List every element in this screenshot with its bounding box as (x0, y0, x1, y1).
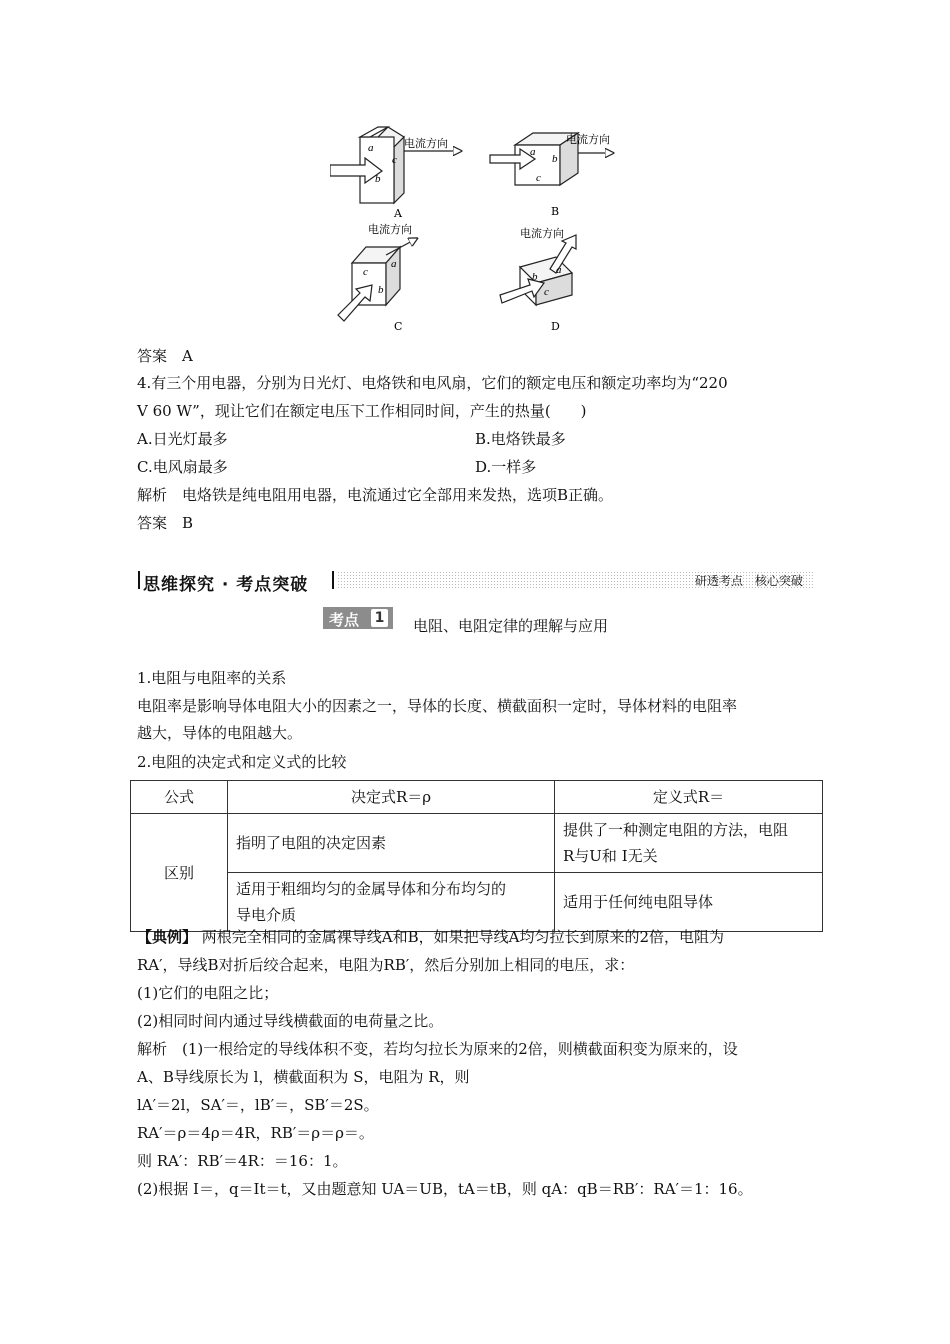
example-line-2: RA′，导线B对折后绞合起来，电阻为RB′，然后分别加上相同的电压，求： (137, 956, 635, 974)
fig-option-label-a: A (394, 207, 402, 220)
solution-line-4: RA′＝ρ＝4ρ＝4R，RB′＝ρ＝ρ＝。 (137, 1124, 374, 1142)
table-row-label: 区别 (131, 814, 228, 932)
fig-option-label-c: C (394, 320, 403, 333)
fig-d-label-current: 电流方向 (520, 227, 564, 240)
r1-define-line-2: R与U和 I无关 (563, 847, 658, 865)
figure-option-d (500, 235, 576, 305)
fig-b-face-c: c (536, 172, 541, 184)
fig-a-face-b: b (375, 173, 381, 185)
section-banner (137, 569, 813, 595)
fig-a-face-a: a (368, 142, 374, 154)
solution-line-2: A、B导线原长为 l，横截面积为 S，电阻为 R，则 (137, 1068, 470, 1086)
table-cell-r1-define (555, 814, 823, 873)
q4-option-a: A.日光灯最多 (137, 430, 228, 448)
table-header-define: 定义式R＝ (555, 781, 823, 814)
banner-subtitle: 研透考点 核心突破 (694, 574, 803, 588)
q4-option-b: B.电烙铁最多 (475, 430, 566, 448)
table-header-decide: 决定式R＝ρ (228, 781, 555, 814)
r2-decide-line-2: 导电介质 (236, 906, 297, 924)
fig-d-face-a: a (556, 264, 562, 276)
fig-b-label-current: 电流方向 (566, 133, 610, 146)
section-body-1a: 电阻率是影响导体电阻大小的因素之一，导体的长度、横截面积一定时，导体材料的电阻率 (137, 697, 738, 715)
section-heading-1: 1.电阻与电阻率的关系 (137, 669, 287, 687)
q4-option-d: D.一样多 (475, 458, 537, 476)
q4-option-c: C.电风扇最多 (137, 458, 228, 476)
table-row (131, 814, 823, 873)
q4-analysis: 解析 电烙铁是纯电阻用电器，电流通过它全部用来发热，选项B正确。 (137, 486, 614, 504)
fig-option-label-b: B (551, 205, 560, 218)
solution-line-6: (2)根据 I＝，q＝It＝t，又由题意知 UA＝UB，tA＝tB，则 qA：qB＝RB′：RA′＝1：16。 (137, 1180, 753, 1198)
fig-c-face-b: b (378, 284, 384, 296)
table-row (131, 873, 823, 932)
fig-c-face-c: c (363, 266, 368, 278)
fig-c-label-current: 电流方向 (368, 223, 412, 236)
r2-decide-line-1: 适用于粗细均匀的金属导体和分布均匀的 (236, 880, 507, 898)
example-question-1: (1)它们的电阻之比； (137, 984, 279, 1002)
example-tag: 【典例】 (137, 928, 198, 946)
kaodian-label: 考点 (329, 611, 360, 629)
section-heading-2: 2.电阻的决定式和定义式的比较 (137, 753, 347, 771)
table-header-row (131, 781, 823, 814)
fig-b-face-a: a (530, 146, 536, 158)
section-body-1b: 越大，导体的电阻越大。 (137, 724, 303, 742)
fig-a-face-c: c (392, 154, 397, 166)
fig-d-face-b: b (532, 271, 538, 283)
solution-line-1: 解析 (1)一根给定的导线体积不变，若均匀拉长为原来的2倍，则横截面积变为原来的，设 (137, 1040, 738, 1058)
current-direction-figure (330, 125, 630, 335)
example-text-1: 两根完全相同的金属裸导线A和B，如果把导线A均匀拉长到原来的2倍，电阻为 (201, 928, 725, 946)
table-cell-r1-decide: 指明了电阻的决定因素 (228, 814, 555, 873)
example-line-1 (137, 927, 724, 947)
solution-line-5: 则 RA′：RB′＝4R：＝16：1。 (137, 1152, 348, 1170)
kaodian-number: 1 (371, 609, 388, 627)
table-cell-r2-define: 适用于任何纯电阻导体 (555, 873, 823, 932)
fig-b-face-b: b (552, 153, 558, 165)
q4-stem-line-1: 4.有三个用电器，分别为日光灯、电烙铁和电风扇，它们的额定电压和额定功率均为“220 (137, 374, 728, 392)
kaodian-title: 电阻、电阻定律的理解与应用 (413, 617, 609, 635)
example-question-2: (2)相同时间内通过导线横截面的电荷量之比。 (137, 1012, 444, 1030)
fig-c-face-a: a (391, 258, 397, 270)
q4-stem-line-2: V 60 W”，现让它们在额定电压下工作相同时间，产生的热量( ) (137, 402, 587, 420)
r1-define-line-1: 提供了一种测定电阻的方法，电阻 (563, 821, 789, 839)
table-cell-r2-decide (228, 873, 555, 932)
banner-title: 思维探究 · 考点突破 (143, 575, 309, 595)
fig-option-label-d: D (551, 320, 560, 333)
solution-line-3: lA′＝2l，SA′＝，lB′＝，SB′＝2S。 (137, 1096, 379, 1114)
q3-answer: 答案 A (137, 347, 193, 365)
fig-a-label-current: 电流方向 (404, 137, 448, 150)
comparison-table (130, 780, 823, 932)
kaodian-badge (323, 607, 393, 629)
fig-d-face-c: c (544, 286, 549, 298)
q4-answer: 答案 B (137, 514, 194, 532)
figure-option-c (338, 239, 416, 321)
table-header-formula: 公式 (131, 781, 228, 814)
